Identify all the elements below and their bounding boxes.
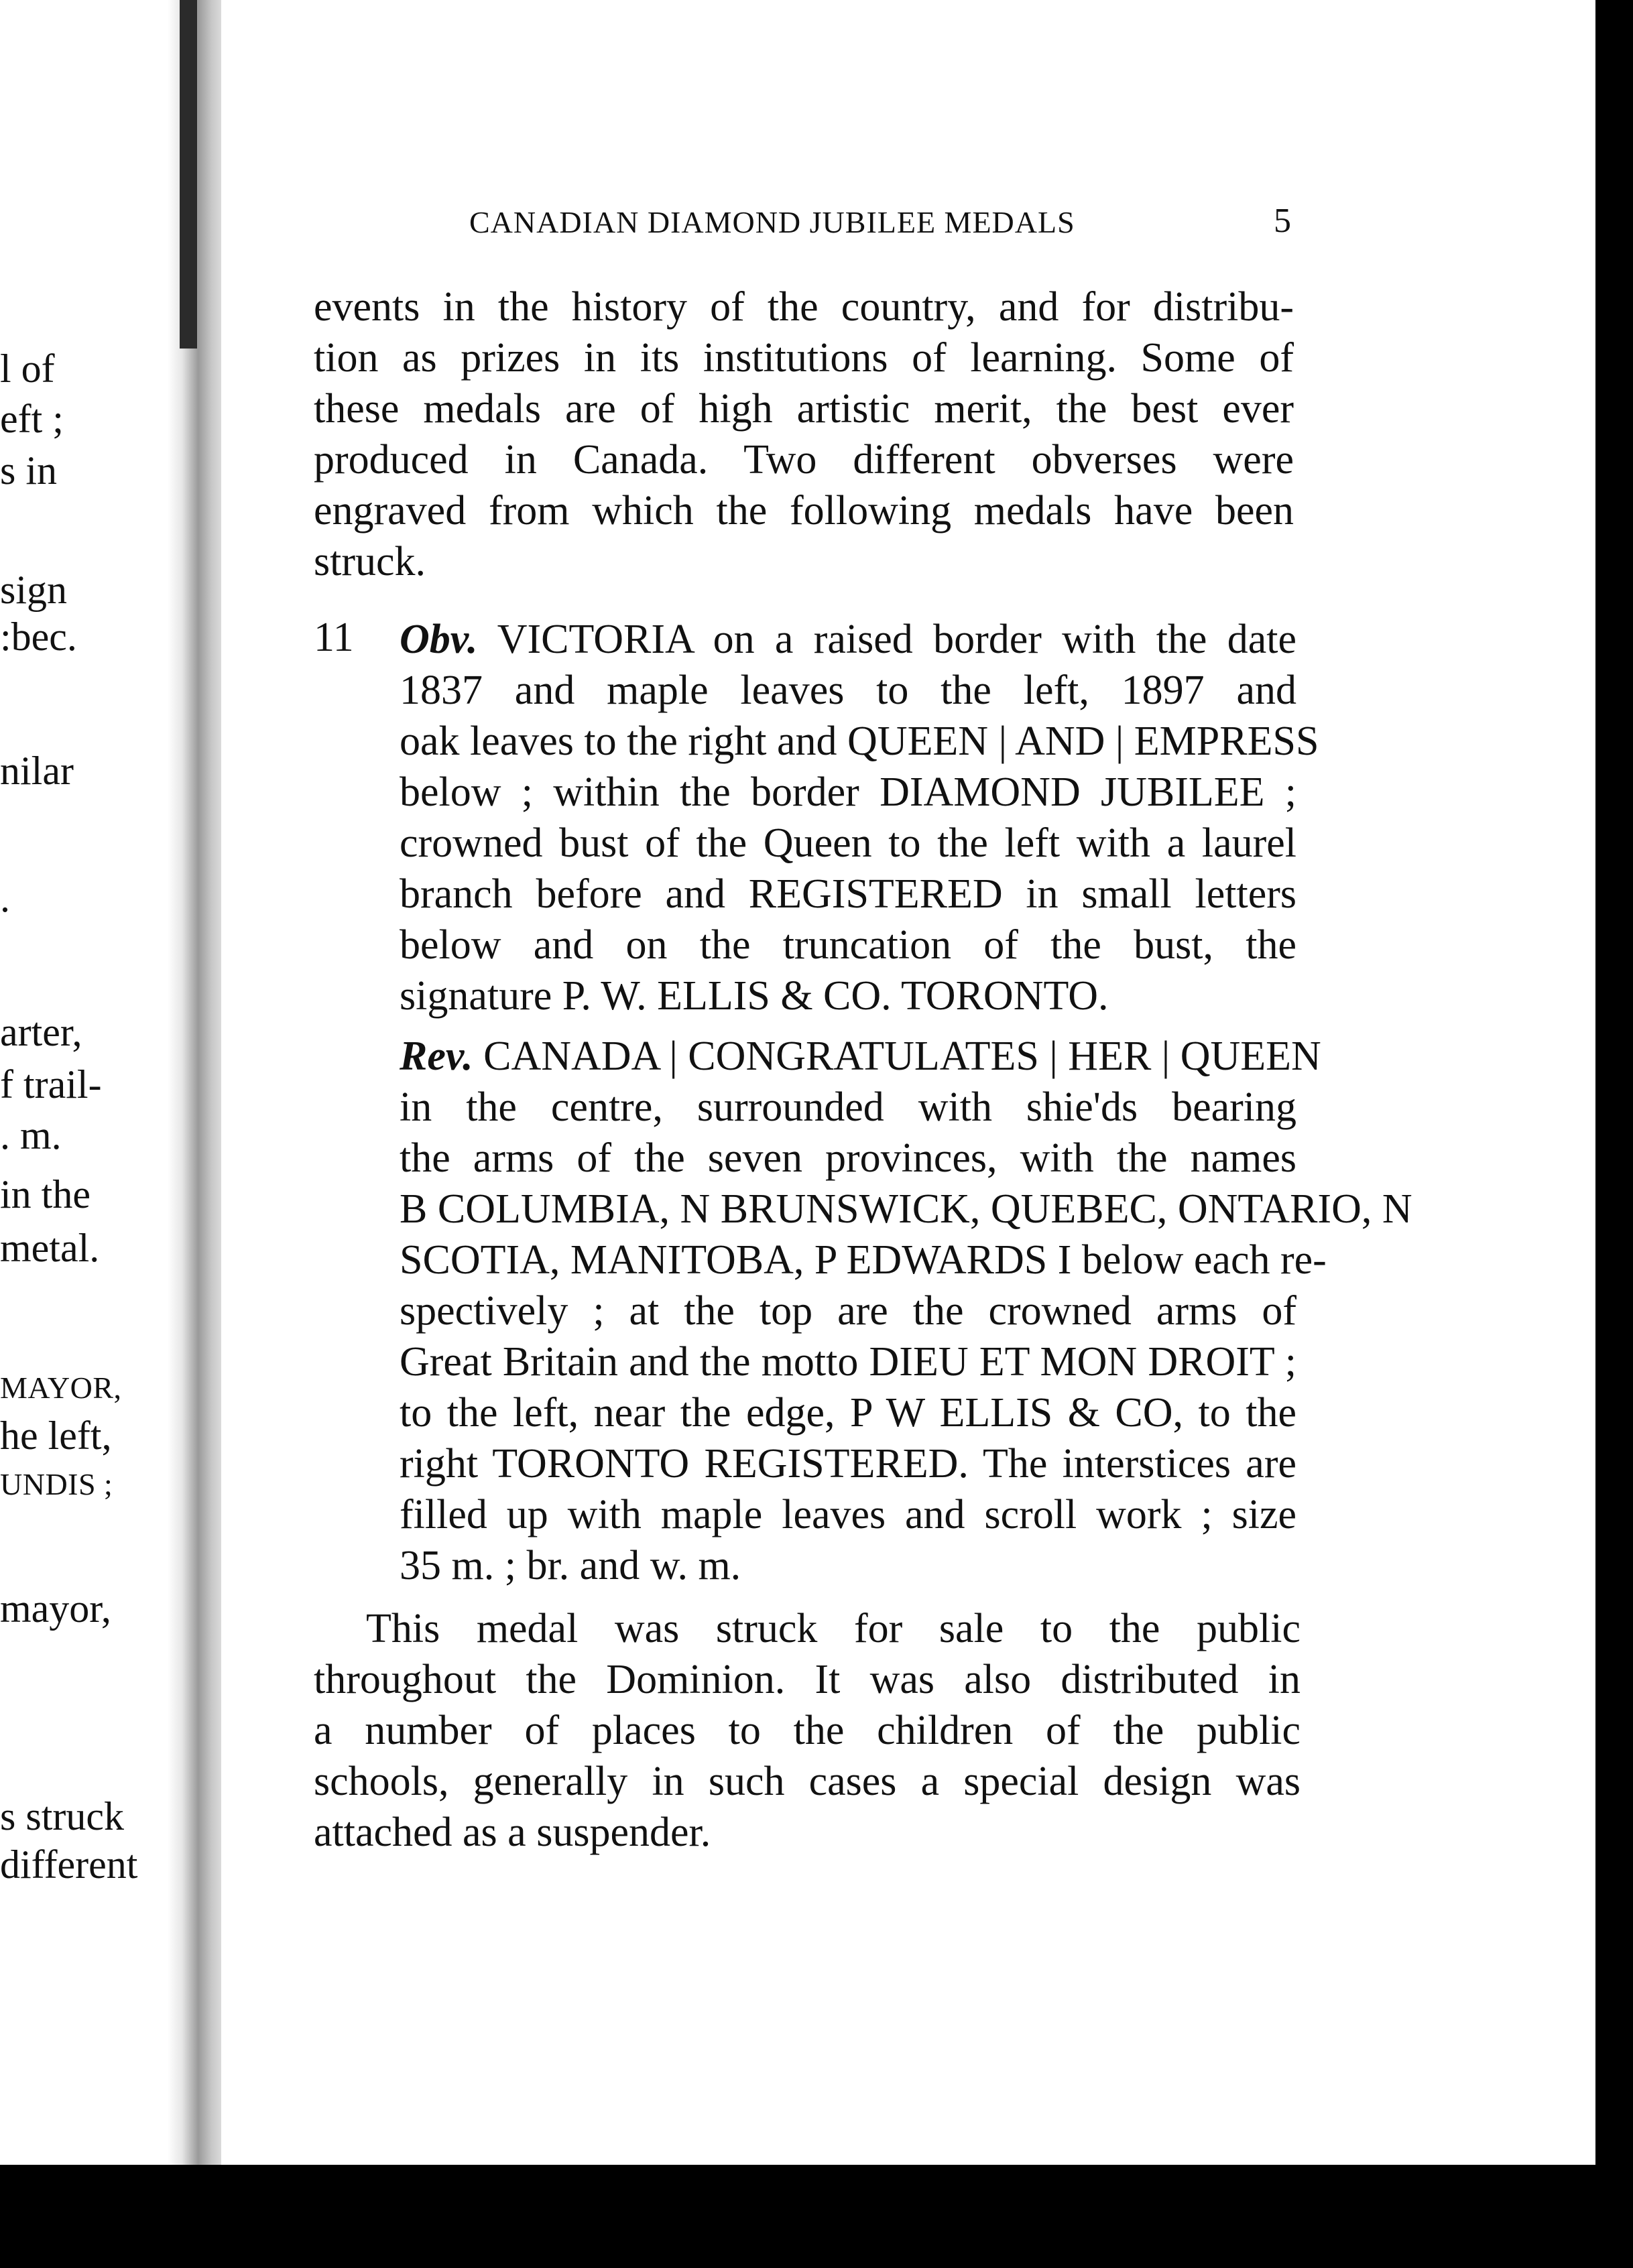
- obverse-label: Obv.: [400, 617, 478, 662]
- text-line: throughout the Dominion. It was also distributed in: [314, 1657, 1301, 1702]
- left-fragment: . m.: [0, 1113, 62, 1157]
- left-fragment: s struck: [0, 1794, 124, 1838]
- text-line: 1837 and maple leaves to the left, 1897 and: [400, 668, 1296, 713]
- text-line: a number of places to the children of the public: [314, 1708, 1301, 1753]
- text-line: below and on the truncation of the bust, the: [400, 922, 1296, 968]
- text-line: below ; within the border DIAMOND JUBILEE ;: [400, 769, 1296, 815]
- left-fragment: in the: [0, 1172, 90, 1216]
- left-fragment: :bec.: [0, 615, 77, 659]
- text-line: [400, 1031, 1321, 1082]
- left-fragment: metal.: [0, 1226, 100, 1270]
- text-line: oak leaves to the right and QUEEN | AND | EMPRESS: [400, 718, 1319, 764]
- text-line: schools, generally in such cases a special design was: [314, 1759, 1301, 1804]
- bottom-edge: [0, 2165, 1633, 2268]
- closing-paragraph: [314, 1603, 1301, 1858]
- text-line: This medal was struck for sale to the public: [366, 1606, 1301, 1651]
- page-number: 5: [1274, 202, 1291, 240]
- obverse-description: [400, 614, 1319, 1021]
- running-head: CANADIAN DIAMOND JUBILEE MEDALS: [469, 205, 1075, 239]
- left-fragment: UNDIS ;: [0, 1467, 113, 1501]
- text-line: struck.: [314, 539, 426, 584]
- left-fragment: nilar: [0, 749, 74, 793]
- text-line: B COLUMBIA, N BRUNSWICK, QUEBEC, ONTARIO, N: [400, 1186, 1412, 1232]
- left-fragment: sign: [0, 568, 68, 612]
- text-line: SCOTIA, MANITOBA, P EDWARDS I below each re-: [400, 1237, 1327, 1283]
- left-fragment: eft ;: [0, 397, 64, 441]
- left-fragment: different: [0, 1842, 138, 1887]
- text-line: filled up with maple leaves and scroll work ; size: [400, 1492, 1296, 1537]
- text-line: 35 m. ; br. and w. m.: [400, 1543, 741, 1588]
- text-line: Great Britain and the motto DIEU ET MON DROIT ;: [400, 1339, 1296, 1385]
- text-line: signature P. W. ELLIS & CO. TORONTO.: [400, 973, 1109, 1019]
- text-line: branch before and REGISTERED in small letters: [400, 871, 1296, 917]
- text-line: events in the history of the country, and for distribu-: [314, 284, 1294, 330]
- text-line: these medals are of high artistic merit, the best ever: [314, 386, 1294, 432]
- left-fragment: MAYOR,: [0, 1371, 122, 1405]
- text-line: right TORONTO REGISTERED. The interstices are: [400, 1441, 1296, 1487]
- left-fragment: mayor,: [0, 1586, 111, 1631]
- text-line: to the left, near the edge, P W ELLIS & CO, to the: [400, 1390, 1296, 1436]
- text-line: engraved from which the following medals have been: [314, 488, 1294, 533]
- left-fragment: .: [0, 876, 10, 920]
- text-line: attached as a suspender.: [314, 1810, 711, 1855]
- text-line: spectively ; at the top are the crowned arms of: [400, 1288, 1296, 1334]
- entry-number: 11: [314, 615, 354, 660]
- left-fragment: arter,: [0, 1010, 82, 1054]
- reverse-label: Rev.: [400, 1033, 473, 1079]
- reverse-description: [400, 1031, 1412, 1591]
- text-line: produced in Canada. Two different obverses were: [314, 437, 1294, 483]
- page-edge: [1595, 0, 1633, 2268]
- reverse-line: CANADA | CONGRATULATES | HER | QUEEN: [483, 1033, 1321, 1079]
- gutter-shadow: [180, 0, 197, 349]
- text-line: crowned bust of the Queen to the left with a laurel: [400, 820, 1296, 866]
- left-fragment: he left,: [0, 1413, 112, 1458]
- left-fragment: s in: [0, 448, 58, 493]
- obverse-line: VICTORIA on a raised border with the date: [497, 617, 1296, 662]
- text-line: [400, 614, 1296, 665]
- intro-paragraph: [314, 281, 1294, 587]
- text-line: in the centre, surrounded with shie'ds bearing: [400, 1084, 1296, 1130]
- left-fragment: f trail-: [0, 1062, 102, 1107]
- left-fragment: l of: [0, 346, 55, 391]
- text-line: the arms of the seven provinces, with the names: [400, 1135, 1296, 1181]
- text-line: tion as prizes in its institutions of learning. Some of: [314, 335, 1294, 381]
